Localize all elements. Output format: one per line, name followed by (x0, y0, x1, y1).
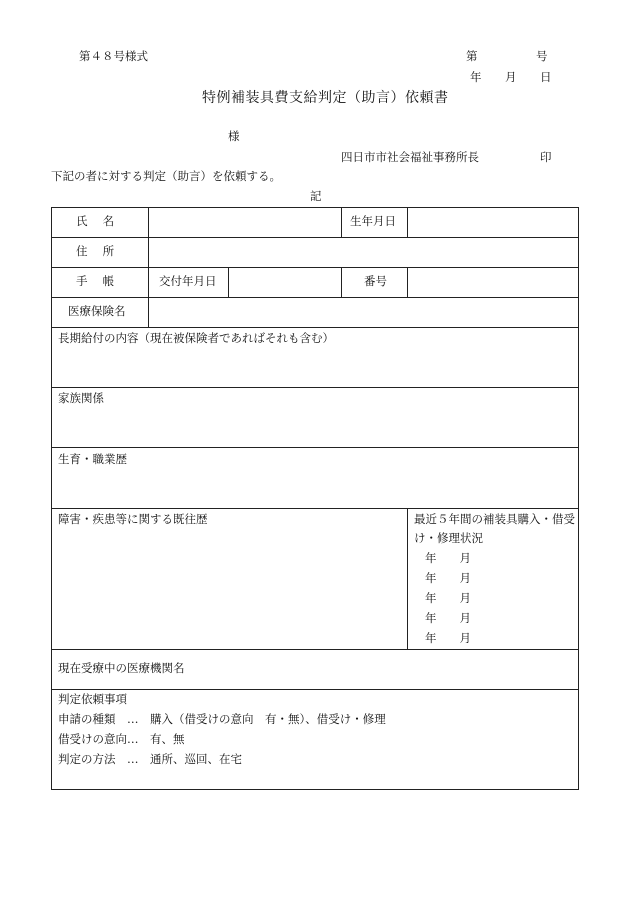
insurance-label: 医療保険名 (68, 304, 126, 318)
request-text: 下記の者に対する判定（助言）を依頼する。 (51, 169, 281, 183)
request-line-method: 判定の方法 … 通所、巡回、在宅 (58, 752, 242, 766)
issue-date-field[interactable] (230, 269, 339, 295)
birthdate-field[interactable] (409, 209, 577, 235)
date-day: 日 (540, 70, 552, 84)
row-line (51, 387, 579, 388)
row-line (51, 327, 579, 328)
date-year: 年 (470, 70, 482, 84)
number-label: 番号 (364, 274, 387, 288)
recent-row-5: 年 月 (425, 631, 471, 645)
recent-devices-label-2: け・修理状況 (414, 531, 483, 545)
seal-mark: 印 (540, 150, 552, 164)
sender-name: 四日市市社会福祉事務所長 (341, 150, 479, 164)
doc-number-prefix: 第 (466, 49, 478, 63)
ki-heading: 記 (310, 189, 322, 203)
insurance-field[interactable] (150, 299, 577, 325)
career-label: 生育・職業歴 (58, 452, 127, 466)
recent-row-1: 年 月 (425, 551, 471, 565)
page-title: 特例補装具費支給判定（助言）依頼書 (202, 90, 449, 106)
request-line-borrow: 借受けの意向… 有、無 (58, 732, 185, 746)
row-line (51, 237, 579, 238)
addressee-suffix: 様 (228, 129, 240, 143)
row-line (51, 508, 579, 509)
col-line (407, 267, 408, 297)
row-line (51, 649, 579, 650)
doc-number-suffix: 号 (536, 49, 548, 63)
row-line (51, 267, 579, 268)
col-line (148, 207, 149, 327)
address-field[interactable] (150, 239, 577, 265)
long-term-benefit-label: 長期給付の内容（現在被保険者であればそれも含む） (58, 331, 334, 345)
number-field[interactable] (409, 269, 577, 295)
address-label: 住 所 (76, 244, 115, 258)
row-line (51, 297, 579, 298)
techo-label: 手 帳 (76, 274, 115, 288)
row-line (51, 447, 579, 448)
row-line (51, 689, 579, 690)
issue-date-label: 交付年月日 (159, 274, 217, 288)
col-line (341, 267, 342, 297)
date-month: 月 (505, 70, 517, 84)
recent-row-3: 年 月 (425, 591, 471, 605)
col-line (341, 207, 342, 237)
col-line (407, 207, 408, 237)
recent-devices-label-1: 最近５年間の補装具購入・借受 (414, 512, 575, 526)
col-line (228, 267, 229, 297)
request-items-label: 判定依頼事項 (58, 692, 127, 706)
recent-row-4: 年 月 (425, 611, 471, 625)
form-number: 第４８号様式 (79, 49, 148, 63)
birthdate-label: 生年月日 (350, 214, 396, 228)
col-line (407, 508, 408, 649)
name-label: 氏 名 (76, 214, 115, 228)
hospital-label: 現在受療中の医療機関名 (58, 661, 185, 675)
family-label: 家族関係 (58, 391, 104, 405)
name-field[interactable] (150, 209, 339, 235)
recent-row-2: 年 月 (425, 571, 471, 585)
medical-history-label: 障害・疾患等に関する既往歴 (58, 512, 208, 526)
request-line-type: 申請の種類 … 購入（借受けの意向 有・無）、借受け・修理 (58, 712, 386, 726)
